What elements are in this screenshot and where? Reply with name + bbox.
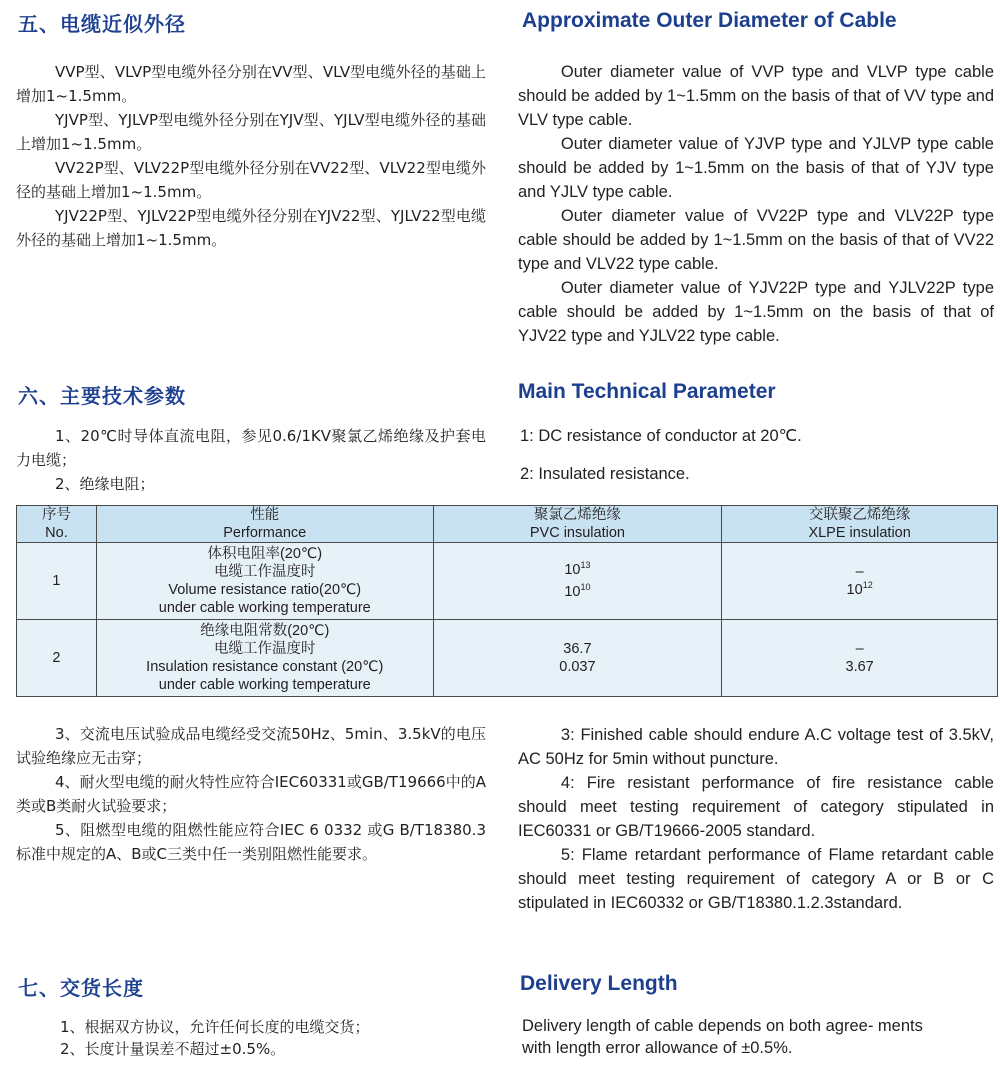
list-item: 1、根据双方协议，允许任何长度的电缆交货； [60, 1018, 370, 1036]
section5-body-cn [16, 60, 486, 252]
paragraph: 3、交流电压试验成品电缆经受交流50Hz、5min、3.5kV的电压试验绝缘应无击穿； [16, 725, 486, 767]
paragraph: Outer diameter value of VVP type and VLVP type cable should be added by 1~1.5mm on the basis of that of VV type and VLV type cable. [518, 63, 994, 129]
section5-title-cn: 五、电缆近似外径 [18, 12, 186, 36]
header-performance [96, 506, 433, 543]
performance-line: under cable working temperature [158, 600, 371, 616]
row-no: 2 [17, 620, 97, 697]
pvc-value-1: $10^{13}$ [564, 560, 591, 578]
performance-line: 电缆工作温度时 [214, 564, 316, 580]
xlpe-value-1: – [855, 564, 864, 580]
row-pvc-value [433, 620, 722, 697]
xlpe-value-1: – [855, 641, 864, 657]
performance-line: Insulation resistance constant (20℃) [146, 659, 384, 675]
section6-after-cn [16, 722, 486, 866]
xlpe-value-2: 3.67 [845, 659, 874, 675]
table-header-row [17, 506, 998, 543]
paragraph: Outer diameter value of YJV22P type and YJLV22P type cable should be added by 1~1.5mm on the basis of that of YJV22 type and YJLV22 type cable. [518, 279, 994, 345]
section6-title-cn: 六、主要技术参数 [18, 384, 186, 408]
header-pvc-cn: 聚氯乙烯绝缘 [533, 507, 621, 523]
paragraph: 4: Fire resistant performance of fire resistance cable should meet testing requirement of category stipulated in IEC60331 or GB/T19666-2005 standard. [518, 774, 994, 840]
section5-title-en: Approximate Outer Diameter of Cable [522, 9, 897, 32]
paragraph: YJV22P型、YJLV22P型电缆外径分别在YJV22型、YJLV22型电缆外径的基础上增加1~1.5mm。 [16, 207, 486, 249]
list-item: 2、绝缘电阻； [55, 475, 155, 493]
pvc-value-1: 36.7 [563, 641, 592, 657]
row-pvc-value [433, 543, 722, 620]
section6-after-en [518, 723, 994, 915]
row-performance [96, 620, 433, 697]
section7-items-cn [16, 1016, 370, 1060]
header-performance-en: Performance [223, 525, 307, 541]
header-pvc-en: PVC insulation [529, 525, 625, 541]
paragraph: VVP型、VLVP型电缆外径分别在VV型、VLV型电缆外径的基础上增加1~1.5mm。 [16, 63, 486, 105]
row-no: 1 [17, 543, 97, 620]
paragraph: 5、阻燃型电缆的阻燃性能应符合IEC 6 0332 或G B/T18380.3 标准中规定的A、B或C三类中任一类别阻燃性能要求。 [16, 821, 486, 863]
header-xlpe-en: XLPE insulation [808, 525, 911, 541]
list-item: 1、20℃时导体直流电阻，参见0.6/1KV聚氯乙烯绝缘及护套电力电缆； [16, 427, 486, 469]
performance-line: 体积电阻率(20℃) [207, 546, 323, 562]
performance-line: under cable working temperature [158, 677, 371, 693]
section6-items-en [520, 424, 802, 486]
section7-body-en [522, 1015, 923, 1059]
table-row [17, 620, 998, 697]
xlpe-value-2: $10^{12}$ [846, 580, 873, 598]
technical-parameter-table [16, 505, 998, 697]
header-no-en: No. [45, 525, 68, 541]
header-pvc [433, 506, 722, 543]
section5-body-en [518, 60, 994, 348]
performance-line: Volume resistance ratio(20℃) [168, 582, 362, 598]
list-item: 1: DC resistance of conductor at 20℃. [520, 427, 802, 445]
section6-title-en: Main Technical Parameter [518, 380, 776, 403]
section7-title-en: Delivery Length [520, 972, 678, 995]
header-no [17, 506, 97, 543]
text-line: Delivery length of cable depends on both agree- ments [522, 1017, 923, 1035]
header-xlpe-cn: 交联聚乙烯绝缘 [808, 507, 911, 523]
paragraph: 3: Finished cable should endure A.C voltage test of 3.5kV, AC 50Hz for 5min without puncture. [518, 726, 994, 768]
paragraph: YJVP型、YJLVP型电缆外径分别在YJV型、YJLV型电缆外径的基础上增加1~1.5mm。 [16, 111, 486, 153]
performance-line: 电缆工作温度时 [214, 641, 316, 657]
header-performance-cn: 性能 [250, 507, 280, 523]
section7-title-cn: 七、交货长度 [18, 976, 144, 1000]
paragraph: Outer diameter value of VV22P type and VLV22P type cable should be added by 1~1.5mm on the basis of that of VV22 type and VLV22 type cable. [518, 207, 994, 273]
performance-line: 绝缘电阻常数(20℃) [200, 623, 330, 639]
list-item: 2: Insulated resistance. [520, 465, 690, 483]
section6-items-cn [16, 424, 486, 496]
pvc-value-2: $10^{10}$ [564, 582, 591, 600]
paragraph: Outer diameter value of YJVP type and YJLVP type cable should be added by 1~1.5mm on the basis of that of YJV type and YJLV type cable. [518, 135, 994, 201]
paragraph: 4、耐火型电缆的耐火特性应符合IEC60331或GB/T19666中的A类或B类耐火试验要求； [16, 773, 486, 815]
row-xlpe-value [722, 620, 998, 697]
row-xlpe-value [722, 543, 998, 620]
row-performance [96, 543, 433, 620]
list-item: 2、长度计量误差不超过±0.5%。 [60, 1040, 286, 1058]
header-xlpe [722, 506, 998, 543]
paragraph: 5: Flame retardant performance of Flame retardant cable should meet testing requirement of category A or B or C stipulated in IEC60332 or GB/T18380.1.2.3standard. [518, 846, 994, 912]
text-line: with length error allowance of ±0.5%. [522, 1039, 793, 1057]
pvc-value-2: 0.037 [559, 659, 596, 675]
table-row [17, 543, 998, 620]
header-no-cn: 序号 [41, 507, 71, 523]
paragraph: VV22P型、VLV22P型电缆外径分别在VV22型、VLV22型电缆外径的基础上增加1~1.5mm。 [16, 159, 486, 201]
